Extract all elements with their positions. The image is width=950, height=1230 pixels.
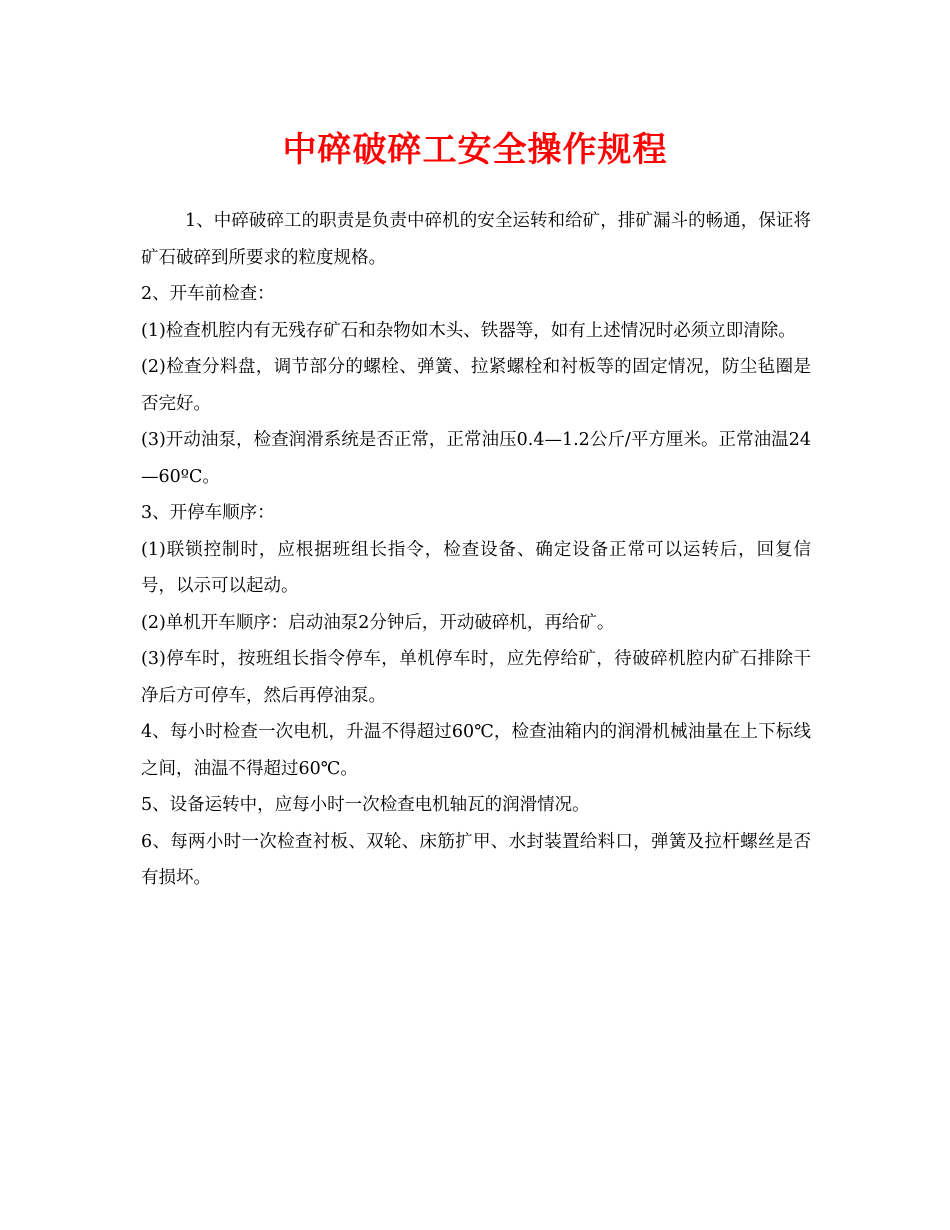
paragraph-11: 5、设备运转中，应每小时一次检查电机轴瓦的润滑情况。 [141,795,590,815]
paragraph-12: 6、每两小时一次检查衬板、双轮、床筋扩甲、水封装置给料口，弹簧及拉杆螺丝是否有损坏。 [141,831,811,888]
paragraph-6: 3、开停车顺序： [141,503,275,523]
paragraph-7: (1)联锁控制时，应根据班组长指令，检查设备、确定设备正常可以运转后，回复信号，以示可以起动。 [141,539,811,596]
paragraph-8: (2)单机开车顺序：启动油泵2分钟后，开动破碎机，再给矿。 [141,612,615,633]
paragraph-10: 4、每小时检查一次电机，升温不得超过60℃，检查油箱内的润滑机械油量在上下标线之间，油温不得超过60℃。 [141,722,811,779]
paragraph-2: 2、开车前检查： [141,284,275,304]
paragraph-5: (3)开动油泵，检查润滑系统是否正常，正常油压0.4—1.2公斤/平方厘米。正常油温24—60ºC。 [141,430,811,487]
document-title: 中碎破碎工安全操作规程 [282,130,668,170]
paragraph-9: (3)停车时，按班组长指令停车，单机停车时，应先停给矿，待破碎机腔内矿石排除干净后方可停车，然后再停油泵。 [141,649,811,706]
document-body [141,203,811,897]
paragraph-4: (2)检查分料盘，调节部分的螺栓、弹簧、拉紧螺栓和衬板等的固定情况，防尘毡圈是否完好。 [141,357,811,414]
paragraph-3: (1)检查机腔内有无残存矿石和杂物如木头、铁器等，如有上述情况时必须立即清除。 [141,320,796,341]
paragraph-1: 1、中碎破碎工的职责是负责中碎机的安全运转和给矿，排矿漏斗的畅通，保证将矿石破碎到所要求的粒度规格。 [141,211,811,268]
